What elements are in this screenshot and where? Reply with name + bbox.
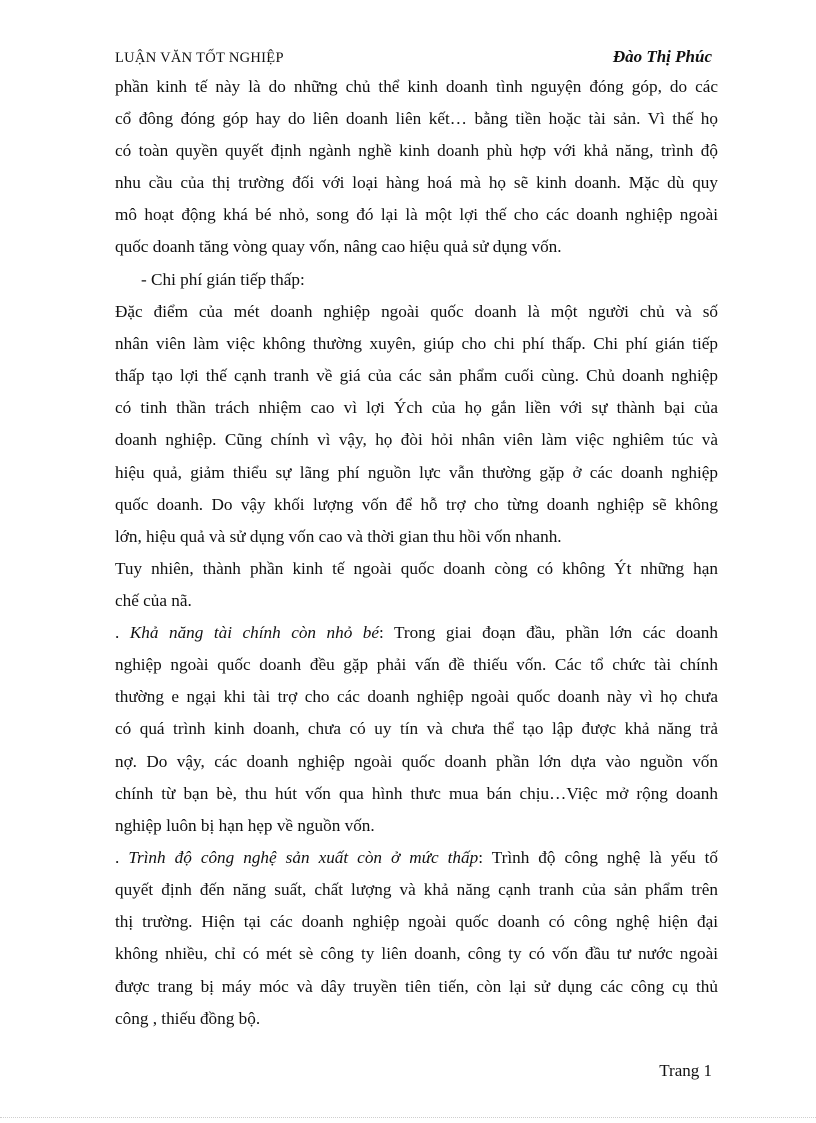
tech-paragraph-lead bbox=[115, 847, 718, 869]
text-line: thị trường. Hiện tại các doanh nghiệp ngoài quốc doanh có công nghệ hiện đại bbox=[115, 912, 718, 931]
text-line: nhu cầu của thị trường đối với loại hàng hoá mà họ sẽ kinh doanh. Mặc dù quy bbox=[115, 173, 718, 192]
finance-subheading: Khả năng tài chính còn nhỏ bé bbox=[129, 623, 380, 642]
page-bottom-rule bbox=[0, 1117, 816, 1118]
text-line: lớn, hiệu quả và sử dụng vốn cao và thời gian thu hồi vốn nhanh. bbox=[115, 527, 562, 546]
page-header bbox=[115, 47, 712, 72]
tech-subheading: Trình độ công nghệ sản xuất còn ở mức thấp bbox=[128, 848, 479, 867]
finance-lead-text: : Trong giai đoạn đầu, phần lớn các doanh bbox=[379, 623, 718, 642]
text-line: không nhiều, chỉ có mét sè công ty liên doanh, công ty có vốn đầu tư nước ngoài bbox=[115, 944, 718, 963]
text-line: quốc doanh tăng vòng quay vốn, nâng cao hiệu quả sử dụng vốn. bbox=[115, 237, 562, 256]
text-line: có toàn quyền quyết định ngành nghề kinh doanh phù hợp với khả năng, trình độ bbox=[115, 141, 718, 160]
tech-lead-text: : Trình độ công nghệ là yếu tố bbox=[478, 848, 719, 867]
lead-dot: . bbox=[115, 848, 129, 867]
text-line: hiệu quả, giảm thiểu sự lãng phí nguồn lực vẫn thường gặp ở các doanh nghiệp bbox=[115, 463, 718, 482]
text-line: Đặc điểm của mét doanh nghiệp ngoài quốc doanh là một người chủ và số bbox=[115, 302, 718, 321]
lead-dot: . bbox=[115, 623, 130, 642]
text-line: mô hoạt động khá bé nhỏ, song đó lại là một lợi thế cho các doanh nghiệp ngoài bbox=[115, 205, 718, 224]
text-line: thấp tạo lợi thế cạnh tranh về giá của các sản phẩm cuối cùng. Chủ doanh nghiệp bbox=[115, 366, 718, 385]
text-line: nợ. Do vậy, các doanh nghiệp ngoài quốc doanh phần lớn dựa vào nguồn vốn bbox=[115, 752, 718, 771]
text-line: thường e ngại khi tài trợ cho các doanh nghiệp ngoài quốc doanh này vì họ chưa bbox=[115, 687, 718, 706]
text-line: nghiệp luôn bị hạn hẹp về nguồn vốn. bbox=[115, 816, 375, 835]
text-line: công , thiếu đồng bộ. bbox=[115, 1009, 261, 1028]
text-line: phần kinh tế này là do những chủ thể kinh doanh tình nguyện đóng góp, do các bbox=[115, 77, 718, 96]
text-line: nghiệp ngoài quốc doanh đều gặp phải vấn đề thiếu vốn. Các tổ chức tài chính bbox=[115, 655, 718, 674]
bullet-heading: - Chi phí gián tiếp thấp: bbox=[141, 270, 305, 289]
header-author: Đào Thị Phúc bbox=[612, 47, 712, 66]
text-line: chế của nã. bbox=[115, 591, 192, 610]
text-line: có tinh thần trách nhiệm cao vì lợi Ých của họ gắn liền với sự thành bại của bbox=[115, 398, 718, 417]
text-line: nhân viên làm việc không thường xuyên, giúp cho chi phí thấp. Chi phí gián tiếp bbox=[115, 334, 718, 353]
text-line: Tuy nhiên, thành phần kinh tế ngoài quốc doanh còng có không Ýt những hạn bbox=[115, 559, 718, 578]
page-number: Trang 1 bbox=[659, 1061, 712, 1080]
header-thesis-title: LUẬN VĂN TỐT NGHIỆP bbox=[115, 50, 284, 66]
text-line: quốc doanh. Do vậy khối lượng vốn để hỗ trợ cho từng doanh nghiệp sẽ không bbox=[115, 495, 718, 514]
text-line: doanh nghiệp. Cũng chính vì vậy, họ đòi hỏi nhân viên làm việc nghiêm túc và bbox=[115, 430, 718, 449]
text-line: quyết định đến năng suất, chất lượng và khả năng cạnh tranh của sản phẩm trên bbox=[115, 880, 718, 899]
finance-paragraph-lead bbox=[115, 622, 718, 644]
text-line: cổ đông đóng góp hay do liên doanh liên kết… bằng tiền hoặc tài sản. Vì thế họ bbox=[115, 109, 718, 128]
text-line: được trang bị máy móc và dây truyền tiên tiến, còn lại sử dụng các công cụ thủ bbox=[115, 977, 718, 996]
text-line: có quá trình kinh doanh, chưa có uy tín và chưa thể tạo lập được khả năng trả bbox=[115, 719, 718, 738]
text-line: chính từ bạn bè, thu hút vốn qua hình thưc mua bán chịu…Việc mở rộng doanh bbox=[115, 784, 718, 803]
